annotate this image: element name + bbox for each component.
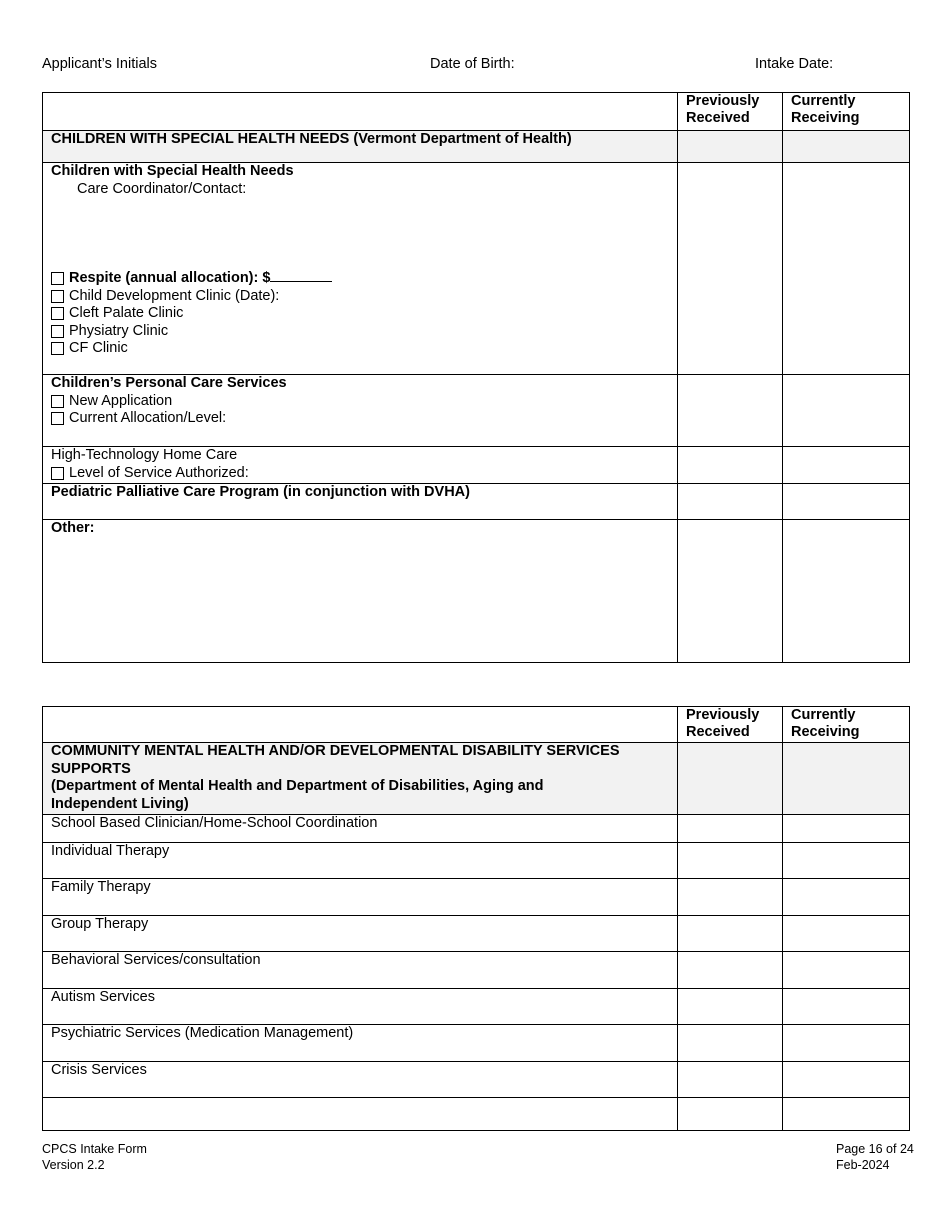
previously-received-cell[interactable] <box>678 375 783 447</box>
previously-received-cell[interactable] <box>678 1098 783 1131</box>
high-tech-title: High-Technology Home Care <box>51 447 238 463</box>
physiatry-clinic-checkbox[interactable] <box>51 325 64 338</box>
currently-receiving-cell[interactable] <box>783 447 910 484</box>
header-blank-cell <box>43 707 678 743</box>
blank-service-row <box>43 1098 910 1131</box>
date-of-birth-label: Date of Birth: <box>430 56 515 72</box>
service-row <box>43 989 910 1025</box>
service-row <box>43 815 910 843</box>
previously-received-header: Previously Received <box>678 93 783 131</box>
previously-received-cell[interactable] <box>678 484 783 520</box>
footer-left <box>42 1141 147 1173</box>
child-development-clinic-checkbox[interactable] <box>51 290 64 303</box>
option-label: Current Allocation/Level: <box>69 410 227 426</box>
mental-health-services-table <box>42 706 910 1131</box>
currently-receiving-cell[interactable] <box>783 1062 910 1098</box>
new-application-checkbox[interactable] <box>51 395 64 408</box>
currently-receiving-cell[interactable] <box>783 484 910 520</box>
previously-received-cell[interactable] <box>678 1062 783 1098</box>
service-label: School Based Clinician/Home-School Coordination <box>43 815 678 843</box>
currently-receiving-cell[interactable] <box>783 520 910 663</box>
form-name: CPCS Intake Form <box>42 1142 147 1156</box>
option-label: Cleft Palate Clinic <box>69 305 184 321</box>
option-label: CF Clinic <box>69 340 128 356</box>
previously-received-cell[interactable] <box>678 843 783 879</box>
cf-clinic-checkbox[interactable] <box>51 342 64 355</box>
cleft-palate-clinic-checkbox[interactable] <box>51 307 64 320</box>
service-label: Behavioral Services/consultation <box>43 952 678 989</box>
previously-received-cell[interactable] <box>678 743 783 815</box>
option-label: New Application <box>69 392 173 409</box>
header-blank-cell <box>43 93 678 131</box>
previously-received-cell[interactable] <box>678 520 783 663</box>
currently-receiving-cell[interactable] <box>783 989 910 1025</box>
respite-label: Respite (annual allocation): $ <box>69 270 271 286</box>
high-tech-cell <box>43 447 678 484</box>
respite-amount-line[interactable] <box>270 269 332 282</box>
footer-right <box>836 1141 914 1173</box>
option-label: Physiatry Clinic <box>69 322 169 339</box>
previously-received-cell[interactable] <box>678 879 783 916</box>
service-label: Crisis Services <box>43 1062 678 1098</box>
previously-received-header: Previously Received <box>678 707 783 743</box>
section-title: CHILDREN WITH SPECIAL HEALTH NEEDS (Vermont Department of Health) <box>43 131 678 163</box>
high-tech-row <box>43 447 910 484</box>
currently-receiving-cell[interactable] <box>783 743 910 815</box>
table-header-row <box>43 93 910 131</box>
option-label: Child Development Clinic (Date): <box>69 287 280 304</box>
current-allocation-checkbox[interactable] <box>51 412 64 425</box>
previously-received-cell[interactable] <box>678 1025 783 1062</box>
service-row <box>43 952 910 989</box>
previously-received-cell[interactable] <box>678 815 783 843</box>
service-label: Individual Therapy <box>43 843 678 879</box>
special-health-needs-table <box>42 92 910 663</box>
previously-received-cell[interactable] <box>678 952 783 989</box>
respite-checkbox[interactable] <box>51 272 64 285</box>
applicant-initials-label: Applicant’s Initials <box>42 56 157 72</box>
currently-receiving-cell[interactable] <box>783 843 910 879</box>
currently-receiving-cell[interactable] <box>783 163 910 375</box>
previously-received-cell[interactable] <box>678 916 783 952</box>
section-title-row <box>43 743 910 815</box>
currently-receiving-cell[interactable] <box>783 131 910 163</box>
previously-received-cell[interactable] <box>678 163 783 375</box>
currently-receiving-header: Currently Receiving <box>783 707 910 743</box>
form-version: Version 2.2 <box>42 1158 105 1172</box>
option-label: Level of Service Authorized: <box>69 464 249 481</box>
other-row <box>43 520 910 663</box>
other-label: Other: <box>43 520 678 663</box>
service-label: Family Therapy <box>43 879 678 916</box>
section-title-row <box>43 131 910 163</box>
service-row <box>43 843 910 879</box>
table-header-row <box>43 707 910 743</box>
service-label[interactable] <box>43 1098 678 1131</box>
service-row <box>43 1062 910 1098</box>
intake-date-label: Intake Date: <box>755 56 834 72</box>
currently-receiving-header: Currently Receiving <box>783 93 910 131</box>
previously-received-cell[interactable] <box>678 989 783 1025</box>
level-of-service-checkbox[interactable] <box>51 467 64 480</box>
service-label: Group Therapy <box>43 916 678 952</box>
cshn-row <box>43 163 910 375</box>
personal-care-title: Children’s Personal Care Services <box>51 375 287 391</box>
service-row <box>43 916 910 952</box>
care-coordinator-label: Care Coordinator/Contact: <box>77 180 247 197</box>
currently-receiving-cell[interactable] <box>783 1025 910 1062</box>
currently-receiving-cell[interactable] <box>783 375 910 447</box>
section-title: COMMUNITY MENTAL HEALTH AND/OR DEVELOPMENTAL DISABILITY SERVICES SUPPORTS (Department of Mental Health and Department of Disabilities, Aging and Independent Living) <box>43 743 678 815</box>
service-label: Psychiatric Services (Medication Management) <box>43 1025 678 1062</box>
service-row <box>43 879 910 916</box>
currently-receiving-cell[interactable] <box>783 916 910 952</box>
page-number: Page 16 of 24 <box>836 1142 914 1156</box>
palliative-label: Pediatric Palliative Care Program (in conjunction with DVHA) <box>43 484 678 520</box>
cshn-cell <box>43 163 678 375</box>
currently-receiving-cell[interactable] <box>783 879 910 916</box>
form-date: Feb-2024 <box>836 1158 890 1172</box>
currently-receiving-cell[interactable] <box>783 815 910 843</box>
service-label: Autism Services <box>43 989 678 1025</box>
cshn-title: Children with Special Health Needs <box>51 163 294 179</box>
previously-received-cell[interactable] <box>678 447 783 484</box>
personal-care-cell <box>43 375 678 447</box>
personal-care-row <box>43 375 910 447</box>
service-row <box>43 1025 910 1062</box>
previously-received-cell[interactable] <box>678 131 783 163</box>
currently-receiving-cell[interactable] <box>783 952 910 989</box>
palliative-row <box>43 484 910 520</box>
currently-receiving-cell[interactable] <box>783 1098 910 1131</box>
